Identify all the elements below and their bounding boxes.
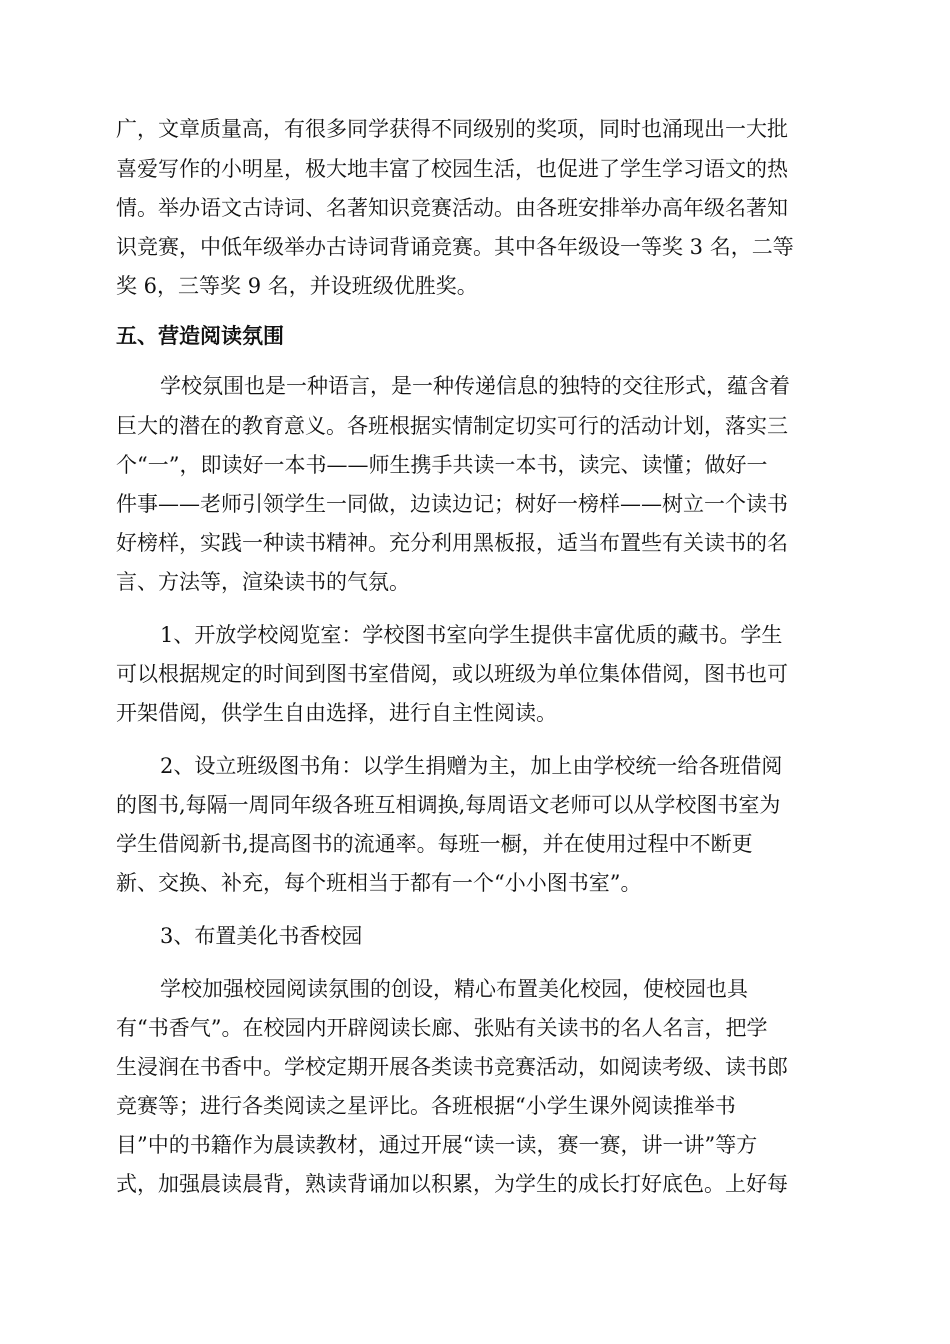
list-item-title: 3、布置美化书香校园 — [160, 924, 363, 948]
paragraph-line: 学校加强校园阅读氛围的创设，精心布置美化校园，使校园也具 — [160, 977, 748, 1001]
paragraph-line: 有“书香气”。在校园内开辟阅读长廊、张贴有关读书的名人名言，把学 — [116, 1016, 768, 1040]
paragraph-line: 目”中的书籍作为晨读教材，通过开展“读一读，赛一赛，讲一讲”等方 — [116, 1133, 758, 1157]
paragraph-line: 个“一”，即读好一本书——师生携手共读一本书，读完、读懂；做好一 — [116, 453, 768, 477]
list-item-line: 的图书,每隔一周同年级各班互相调换,每周语文老师可以从学校图书室为 — [116, 793, 781, 817]
paragraph-line: 奖 6，三等奖 9 名，并设班级优胜奖。 — [116, 274, 478, 298]
paragraph-line: 竞赛等；进行各类阅读之星评比。各班根据“小学生课外阅读推举书 — [116, 1094, 736, 1118]
paragraph-line: 喜爱写作的小明星，极大地丰富了校园生活，也促进了学生学习语文的热 — [116, 157, 788, 181]
list-item-line: 开架借阅，供学生自由选择，进行自主性阅读。 — [116, 701, 557, 725]
paragraph-line: 言、方法等，渲染读书的气氛。 — [116, 570, 410, 594]
paragraph-line: 学校氛围也是一种语言，是一种传递信息的独特的交往形式，蕴含着 — [160, 374, 790, 398]
paragraph-line: 好榜样，实践一种读书精神。充分利用黑板报，适当布置些有关读书的名 — [116, 531, 788, 555]
paragraph-line: 识竞赛，中低年级举办古诗词背诵竞赛。其中各年级设一等奖 3 名，二等 — [116, 235, 794, 259]
list-item-line: 1、开放学校阅览室：学校图书室向学生提供丰富优质的藏书。学生 — [160, 623, 783, 647]
list-item-line: 学生借阅新书,提高图书的流通率。每班一橱，并在使用过程中不断更 — [116, 832, 753, 856]
paragraph-line: 情。举办语文古诗词、名著知识竞赛活动。由各班安排举办高年级名著知 — [116, 196, 788, 220]
list-item-line: 2、设立班级图书角：以学生捐赠为主，加上由学校统一给各班借阅 — [160, 754, 783, 778]
paragraph-line: 广，文章质量高，有很多同学获得不同级别的奖项，同时也涌现出一大批 — [116, 117, 788, 141]
paragraph-line: 件事——老师引领学生一同做，边读边记；树好一榜样——树立一个读书 — [116, 492, 788, 516]
list-item-line: 可以根据规定的时间到图书室借阅，或以班级为单位集体借阅，图书也可 — [116, 662, 788, 686]
paragraph-line: 生浸润在书香中。学校定期开展各类读书竞赛活动，如阅读考级、读书郎 — [116, 1055, 788, 1079]
list-item-line: 新、交换、补充，每个班相当于都有一个“小小图书室”。 — [116, 871, 642, 895]
paragraph-line: 巨大的潜在的教育意义。各班根据实情制定切实可行的活动计划，落实三 — [116, 414, 788, 438]
paragraph-line: 式，加强晨读晨背，熟读背诵加以积累，为学生的成长打好底色。上好每 — [116, 1172, 788, 1196]
section-heading: 五、营造阅读氛围 — [116, 324, 284, 348]
